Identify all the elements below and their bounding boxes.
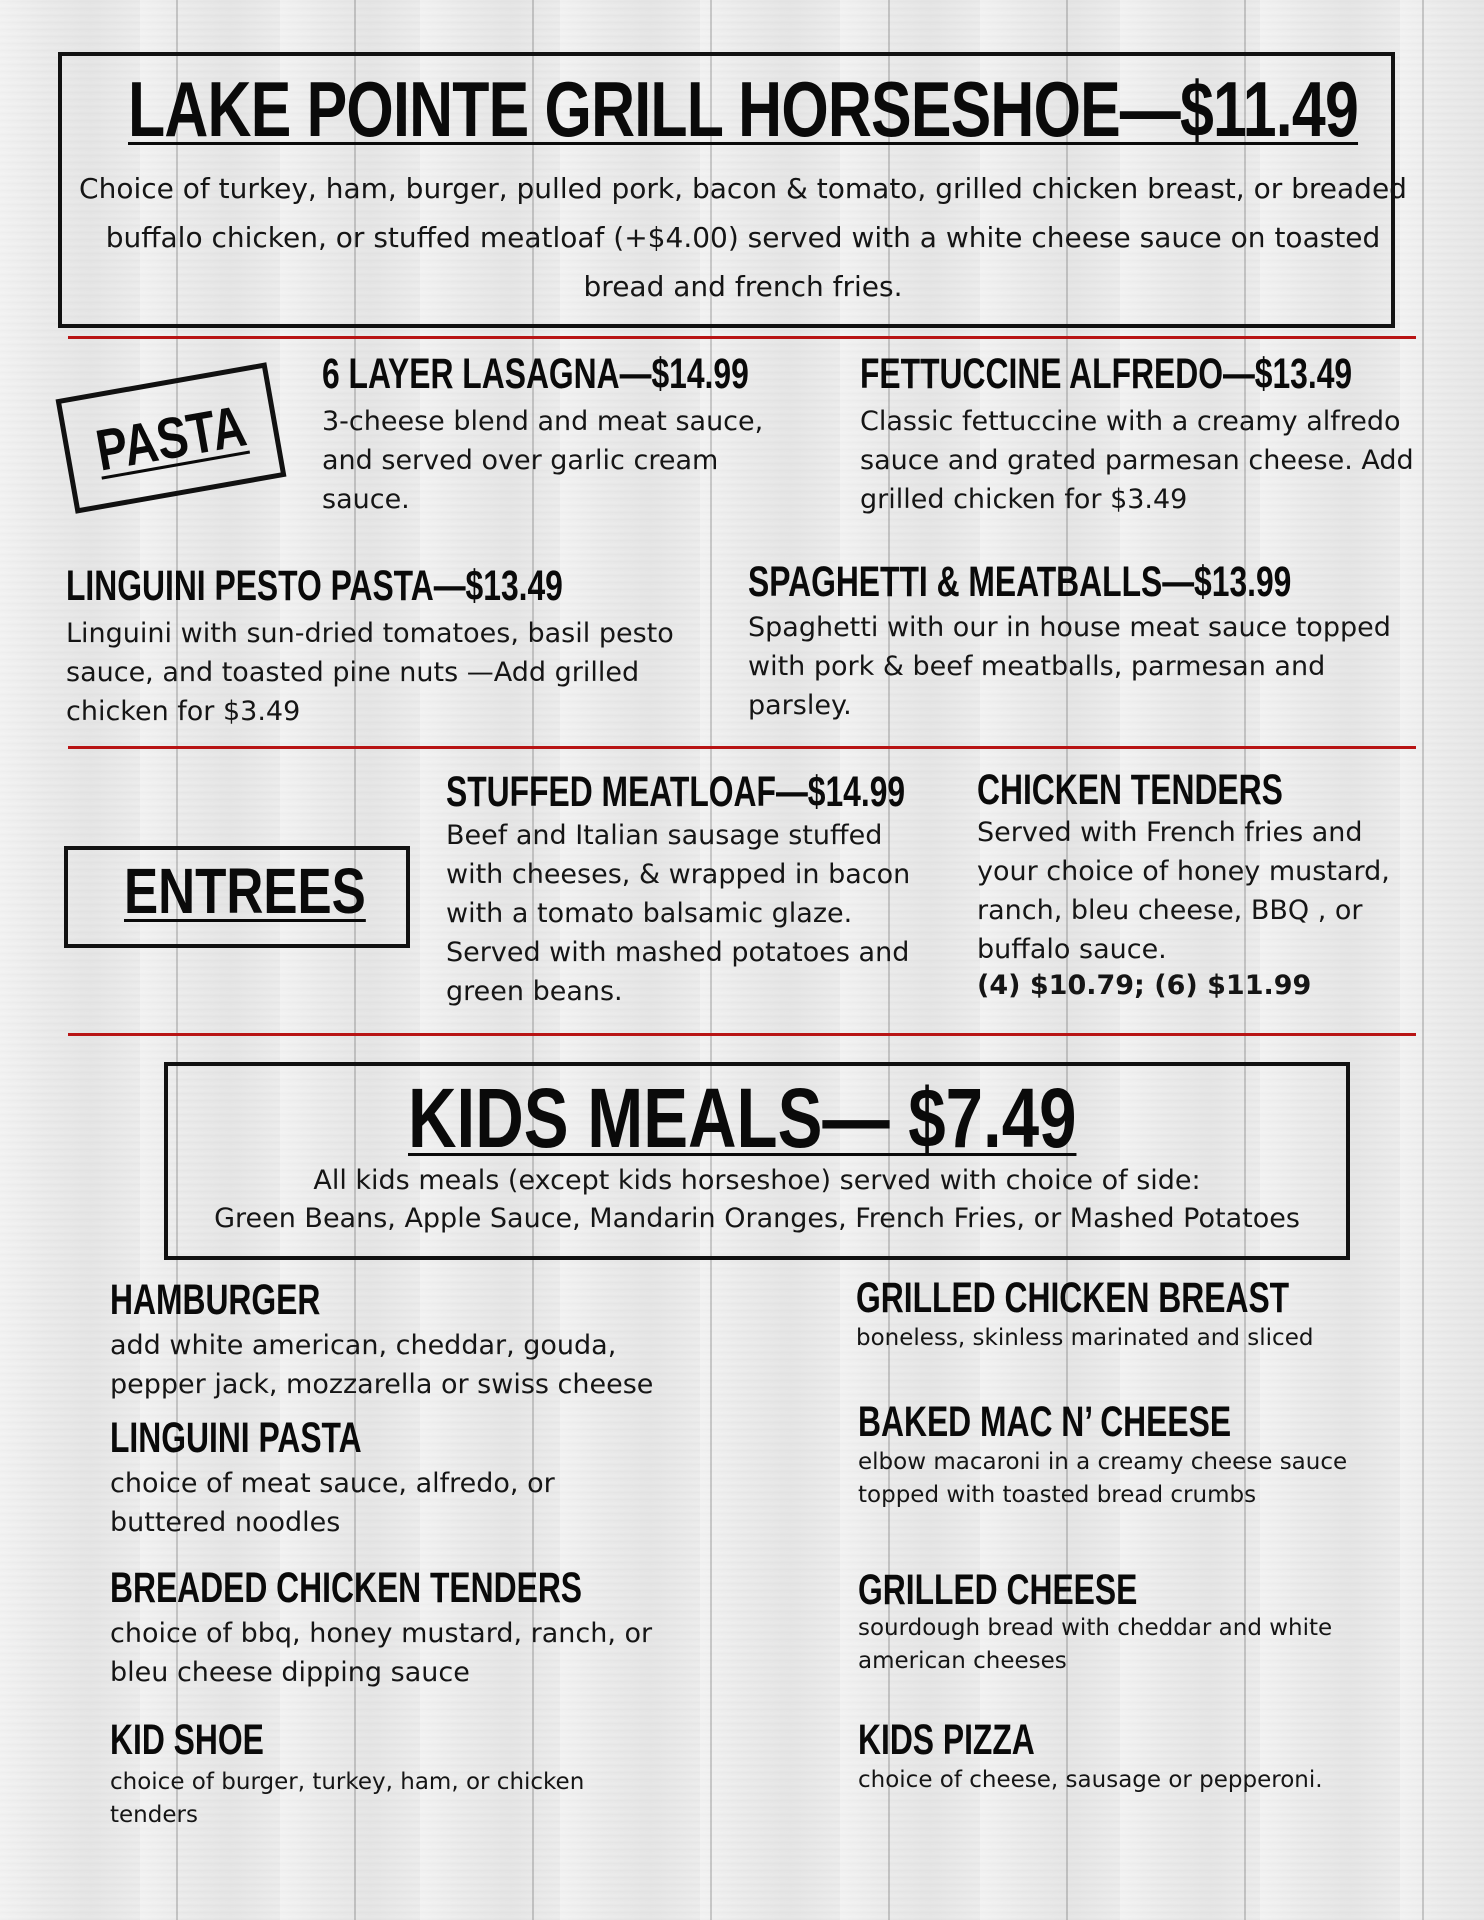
pasta-item-desc: Spaghetti with our in house meat sauce topped with pork & beef meatballs, parmesan and parsley. xyxy=(748,612,1391,721)
kids-item-name: GRILLED CHEESE xyxy=(858,1566,1138,1614)
kids-item-desc: sourdough bread with cheddar and white american cheeses xyxy=(858,1615,1333,1674)
entree-item-desc: Beef and Italian sausage stuffed with cheeses, & wrapped in bacon with a tomato balsamic glaze. Served with mashed potatoes and green beans. xyxy=(446,820,911,1007)
pasta-item-name: SPAGHETTI & MEATBALLS—$13.99 xyxy=(748,558,1292,606)
pasta-item-name: LINGUINI PESTO PASTA—$13.49 xyxy=(66,562,563,610)
divider-1 xyxy=(68,336,1416,339)
kids-item-name: BAKED MAC N’ CHEESE xyxy=(858,1398,1232,1446)
kids-item-name: HAMBURGER xyxy=(110,1276,321,1324)
pasta-item-desc: Classic fettuccine with a creamy alfredo sauce and grated parmesan cheese. Add grilled chicken for $3.49 xyxy=(860,406,1414,515)
kids-item-desc: choice of bbq, honey mustard, ranch, or bleu cheese dipping sauce xyxy=(110,1618,653,1688)
kids-side-note: All kids meals (except kids horseshoe) served with choice of side: xyxy=(313,1165,1201,1196)
divider-2 xyxy=(68,746,1416,749)
kids-side-options: Green Beans, Apple Sauce, Mandarin Oranges, French Fries, or Mashed Potatoes xyxy=(214,1203,1300,1234)
kids-item-desc: elbow macaroni in a creamy cheese sauce topped with toasted bread crumbs xyxy=(858,1449,1348,1508)
kids-item-name: KID SHOE xyxy=(110,1716,264,1764)
kids-item-desc: choice of cheese, sausage or pepperoni. xyxy=(858,1767,1323,1793)
kids-item-desc: choice of meat sauce, alfredo, or buttered noodles xyxy=(110,1468,555,1538)
kids-item-name: KIDS PIZZA xyxy=(858,1716,1035,1764)
kids-item-name: BREADED CHICKEN TENDERS xyxy=(110,1564,583,1612)
pasta-item-desc: 3-cheese blend and meat sauce, and served over garlic cream sauce. xyxy=(322,406,764,515)
header-title: LAKE POINTE GRILL HORSESHOE—$11.49 xyxy=(128,65,1359,153)
kids-item-desc: choice of burger, turkey, ham, or chicken tenders xyxy=(110,1769,585,1828)
pasta-label: PASTA xyxy=(91,392,251,484)
divider-3 xyxy=(68,1033,1416,1036)
kids-item-name: LINGUINI PASTA xyxy=(110,1414,362,1462)
header-description: Choice of turkey, ham, burger, pulled pork, bacon & tomato, grilled chicken breast, or breaded buffalo chicken, or stuffed meatloaf (+$4.00) served with a white cheese sauce on toasted bread and french fries. xyxy=(79,172,1407,303)
entree-item-name: CHICKEN TENDERS xyxy=(977,766,1283,814)
entrees-label: ENTREES xyxy=(124,855,366,927)
pasta-label-box xyxy=(56,362,287,513)
pasta-item-desc: Linguini with sun-dried tomatoes, basil pesto sauce, and toasted pine nuts —Add grilled chicken for $3.49 xyxy=(66,618,674,727)
entree-item-name: STUFFED MEATLOAF—$14.99 xyxy=(446,768,906,816)
kids-title: KIDS MEALS— $7.49 xyxy=(408,1071,1077,1165)
entree-item-desc: Served with French fries and your choice of honey mustard, ranch, bleu cheese, BBQ , or buffalo sauce. xyxy=(977,817,1390,965)
kids-item-name: GRILLED CHICKEN BREAST xyxy=(856,1274,1290,1322)
kids-item-desc: add white american, cheddar, gouda, pepper jack, mozzarella or swiss cheese xyxy=(110,1330,654,1400)
kids-item-desc: boneless, skinless marinated and sliced xyxy=(856,1325,1314,1351)
entree-item-price: (4) $10.79; (6) $11.99 xyxy=(977,970,1312,1001)
pasta-item-name: 6 LAYER LASAGNA—$14.99 xyxy=(322,350,749,398)
pasta-item-name: FETTUCCINE ALFREDO—$13.49 xyxy=(860,350,1353,398)
